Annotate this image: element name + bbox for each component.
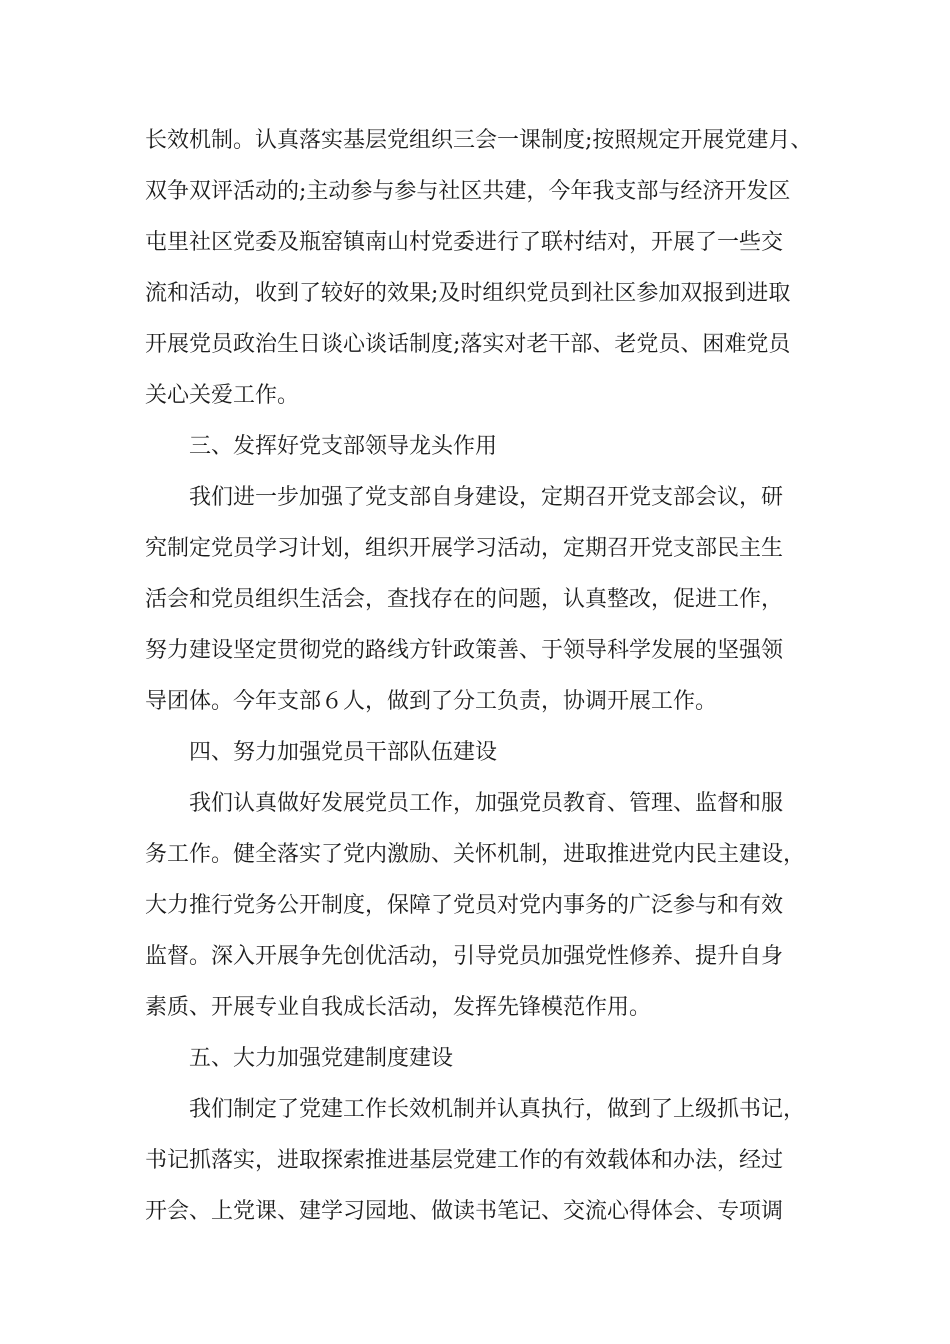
paragraph-first-line: 四、努力加强党员干部队伍建设: [189, 740, 498, 765]
text-line: 活会和党员组织生活会，查找存在的问题，认真整改，促进工作，: [145, 587, 784, 612]
paragraph-first-line: 我们认真做好发展党员工作，加强党员教育、管理、监督和服: [189, 791, 784, 816]
text-line: 双争双评活动的;主动参与参与社区共建，今年我支部与经济开发区: [145, 179, 791, 204]
text-line: 书记抓落实，进取探索推进基层党建工作的有效载体和办法，经过: [145, 1148, 784, 1173]
text-line: 关心关爱工作。: [145, 383, 300, 408]
paragraph-first-line: 五、大力加强党建制度建设: [189, 1046, 454, 1071]
text-line: 流和活动，收到了较好的效果;及时组织党员到社区参加双报到进取: [145, 281, 791, 306]
document-body: [145, 115, 815, 1237]
text-line: 屯里社区党委及瓶窑镇南山村党委进行了联村结对，开展了一些交: [145, 230, 784, 255]
paragraph-first-line: 三、发挥好党支部领导龙头作用: [189, 434, 498, 459]
text-line: 导团体。今年支部６人，做到了分工负责，协调开展工作。: [145, 689, 718, 714]
text-line: 务工作。健全落实了党内激励、关怀机制，进取推进党内民主建设，: [145, 842, 806, 867]
text-line: 开展党员政治生日谈心谈话制度;落实对老干部、老党员、困难党员: [145, 332, 791, 357]
text-line: 监督。深入开展争先创优活动，引导党员加强党性修养、提升自身: [145, 944, 784, 969]
paragraph-first-line: 我们制定了党建工作长效机制并认真执行，做到了上级抓书记，: [189, 1097, 806, 1122]
text-line: 究制定党员学习计划，组织开展学习活动，定期召开党支部民主生: [145, 536, 784, 561]
paragraph-first-line: 我们进一步加强了党支部自身建设，定期召开党支部会议，研: [189, 485, 784, 510]
text-line: 素质、开展专业自我成长活动，发挥先锋模范作用。: [145, 995, 652, 1020]
text-line: 努力建设坚定贯彻党的路线方针政策善、于领导科学发展的坚强领: [145, 638, 784, 663]
text-line: 长效机制。认真落实基层党组织三会一课制度;按照规定开展党建月、: [145, 128, 813, 153]
text-line: 大力推行党务公开制度，保障了党员对党内事务的广泛参与和有效: [145, 893, 784, 918]
text-line: 开会、上党课、建学习园地、做读书笔记、交流心得体会、专项调: [145, 1199, 784, 1224]
